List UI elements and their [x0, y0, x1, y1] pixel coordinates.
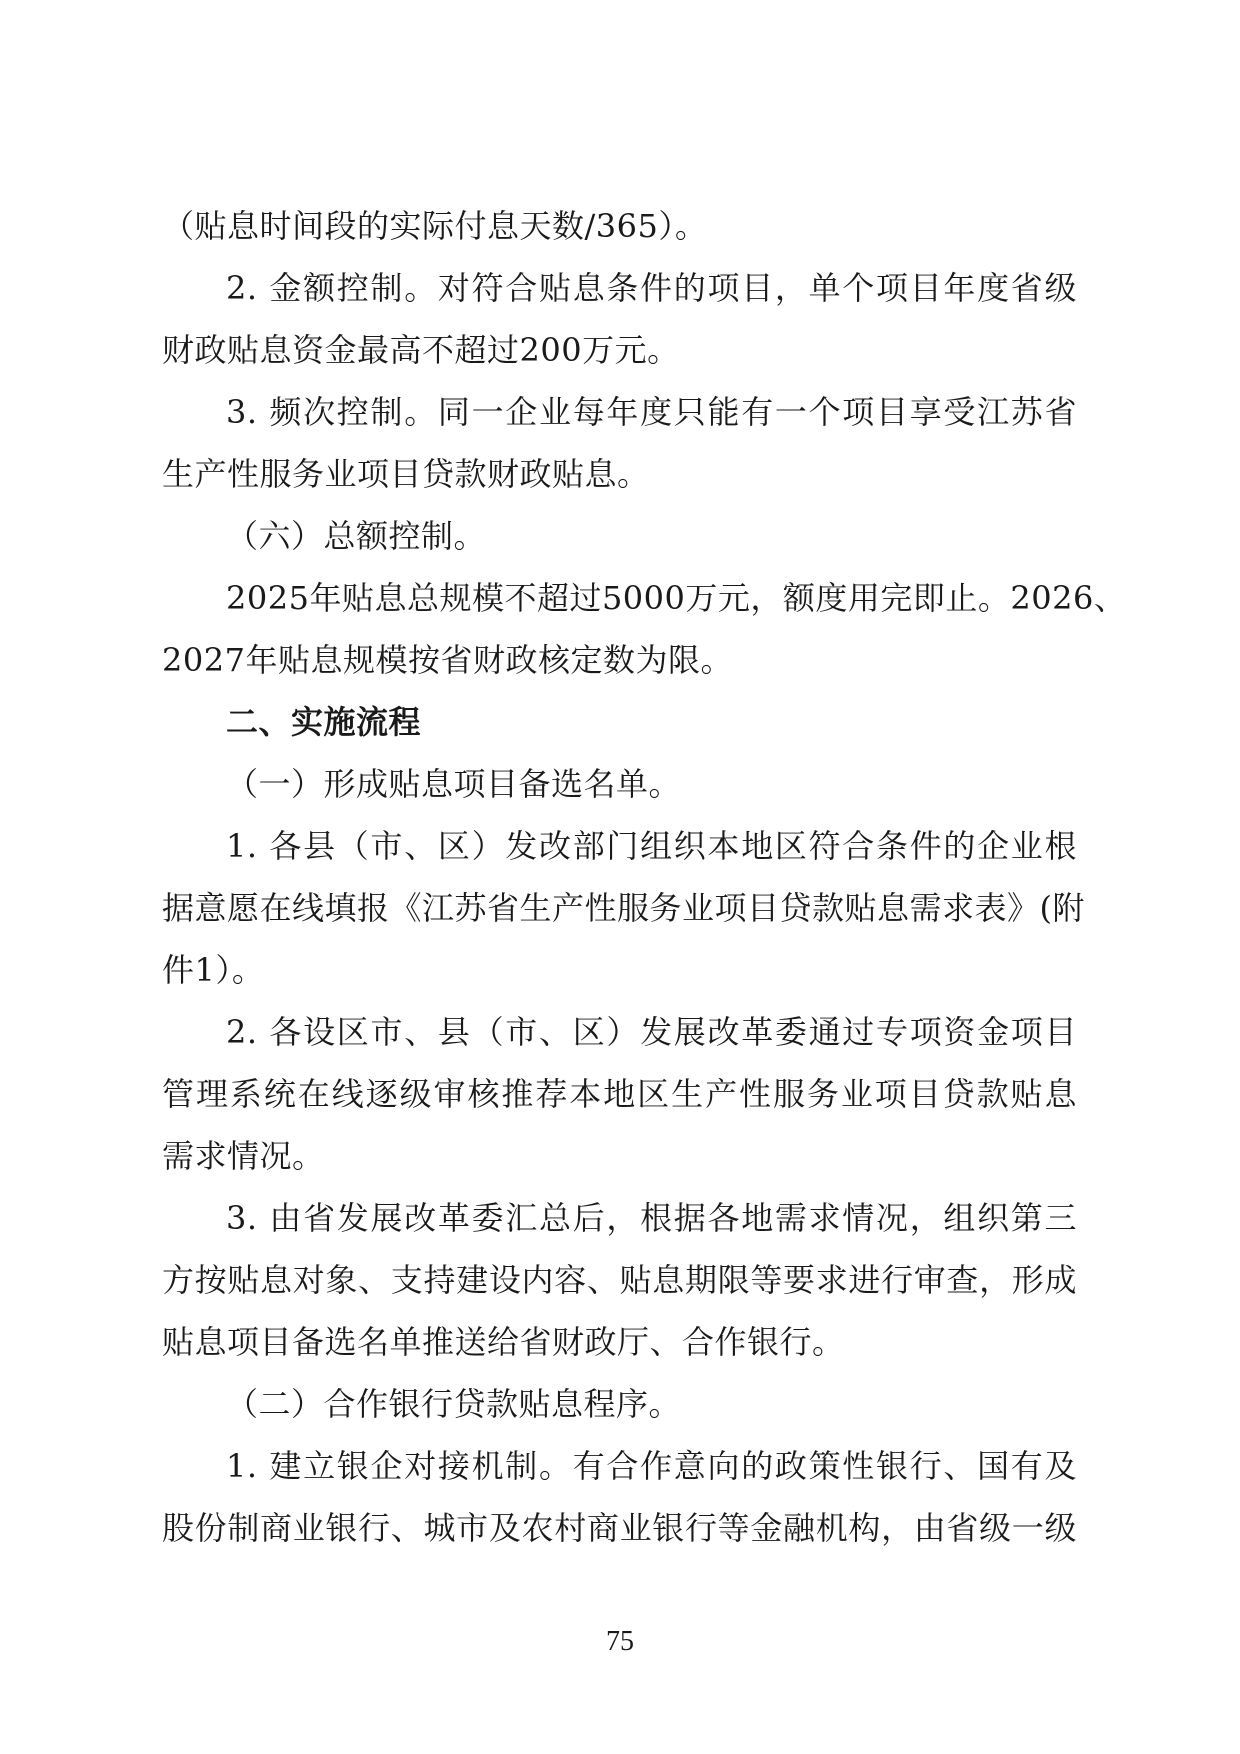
- paragraph-line: 据意愿在线填报《江苏省生产性服务业项目贷款贴息需求表》(附: [162, 889, 1085, 927]
- paragraph-line: 财政贴息资金最高不超过200万元。: [162, 331, 680, 369]
- subsection-heading: （六）总额控制。: [226, 517, 487, 555]
- subsection-heading: （一）形成贴息项目备选名单。: [226, 765, 682, 803]
- paragraph-line: 2027年贴息规模按省财政核定数为限。: [162, 641, 733, 679]
- paragraph-line: 方按贴息对象、支持建设内容、贴息期限等要求进行审查，形成: [162, 1261, 1077, 1299]
- paragraph-line: 管理系统在线逐级审核推荐本地区生产性服务业项目贷款贴息: [162, 1075, 1077, 1113]
- paragraph-line: （贴息时间段的实际付息天数/365）。: [162, 207, 708, 245]
- paragraph-line: 2. 各设区市、县（市、区）发展改革委通过专项资金项目: [226, 1013, 1077, 1051]
- subsection-heading: （二）合作银行贷款贴息程序。: [226, 1385, 682, 1423]
- paragraph-line: 1. 建立银企对接机制。有合作意向的政策性银行、国有及: [226, 1447, 1077, 1485]
- page-number: 75: [606, 1626, 634, 1657]
- section-heading: 二、实施流程: [226, 703, 422, 741]
- paragraph-line: 2025年贴息总规模不超过5000万元，额度用完即止。2026、: [226, 579, 1127, 617]
- paragraph-line: 2. 金额控制。对符合贴息条件的项目，单个项目年度省级: [226, 269, 1077, 307]
- paragraph-line: 需求情况。: [162, 1137, 325, 1175]
- paragraph-line: 3. 频次控制。同一企业每年度只能有一个项目享受江苏省: [226, 393, 1077, 431]
- paragraph-line: 股份制商业银行、城市及农村商业银行等金融机构，由省级一级: [162, 1509, 1077, 1547]
- paragraph-line: 生产性服务业项目贷款财政贴息。: [162, 455, 650, 493]
- paragraph-line: 贴息项目备选名单推送给省财政厅、合作银行。: [162, 1323, 845, 1361]
- paragraph-line: 3. 由省发展改革委汇总后，根据各地需求情况，组织第三: [226, 1199, 1077, 1237]
- paragraph-line: 件1）。: [162, 951, 265, 989]
- paragraph-line: 1. 各县（市、区）发改部门组织本地区符合条件的企业根: [226, 827, 1077, 865]
